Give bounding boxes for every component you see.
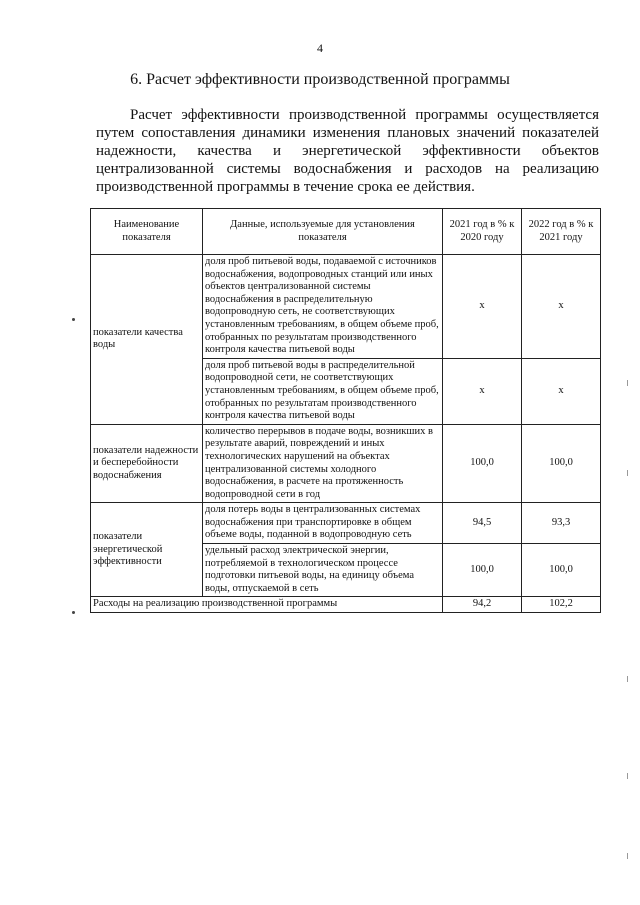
- table-row: [91, 503, 601, 544]
- intro-line: централизованной системы водоснабжения и расходов на реализацию: [96, 161, 599, 177]
- value-2021: 100,0: [443, 424, 522, 503]
- header-name: Наименование показателя: [91, 209, 203, 255]
- indicator-name: показатели энергетической эффективности: [91, 503, 203, 597]
- value-2021: x: [443, 255, 522, 359]
- indicator-desc: удельный расход электрической энергии, потребляемой в технологическом процессе подготовки питьевой воды, на единицу объема воды, отпускаемой в сеть: [203, 544, 443, 597]
- intro-line: надежности, качества и энергетической эффективности объектов: [96, 143, 599, 159]
- table-total-row: [91, 597, 601, 613]
- intro-line: производственной программы в течение срока ее действия.: [96, 179, 475, 195]
- indicator-desc: количество перерывов в подаче воды, возникших в результате аварий, повреждений и иных технологических нарушений на объектах централизованной системы холодного водоснабжения, в расчете на протяженность водопроводной сети в год: [203, 424, 443, 503]
- intro-paragraph: [96, 106, 599, 196]
- value-2022: 100,0: [522, 424, 601, 503]
- indicator-name: показатели качества воды: [91, 255, 203, 425]
- scan-mark: [627, 676, 628, 682]
- intro-line: Расчет эффективности производственной программы осуществляется: [130, 107, 599, 123]
- intro-line: путем сопоставления динамики изменения плановых значений показателей: [96, 125, 599, 141]
- value-2021: 94,5: [443, 503, 522, 544]
- total-2021: 94,2: [443, 597, 522, 613]
- table-header-row: [91, 209, 601, 255]
- efficiency-table: [90, 208, 601, 613]
- header-2022: 2022 год в % к 2021 году: [522, 209, 601, 255]
- header-data: Данные, используемые для установления показателя: [203, 209, 443, 255]
- section-title: 6. Расчет эффективности производственной программы: [130, 71, 510, 88]
- scan-mark: [627, 773, 628, 779]
- value-2021: 100,0: [443, 544, 522, 597]
- scan-mark: [627, 853, 628, 859]
- indicator-name: показатели надежности и бесперебойности водоснабжения: [91, 424, 203, 503]
- total-2022: 102,2: [522, 597, 601, 613]
- indicator-desc: доля потерь воды в централизованных системах водоснабжения при транспортировке в общем объеме воды, поданной в водопроводную сеть: [203, 503, 443, 544]
- value-2021: x: [443, 358, 522, 424]
- total-label: Расходы на реализацию производственной программы: [91, 597, 443, 613]
- scan-mark: [627, 380, 628, 386]
- value-2022: x: [522, 358, 601, 424]
- scan-speck: [72, 318, 75, 321]
- page-number: 4: [317, 41, 323, 55]
- value-2022: 93,3: [522, 503, 601, 544]
- scan-mark: [627, 470, 628, 476]
- indicator-desc: доля проб питьевой воды в распределительной водопроводной сети, не соответствующих установленным требованиям, в общем объеме проб, отобранных по результатам производственного контроля качества питьевой воды: [203, 358, 443, 424]
- header-2021: 2021 год в % к 2020 году: [443, 209, 522, 255]
- table-row: [91, 255, 601, 359]
- indicator-desc: доля проб питьевой воды, подаваемой с источников водоснабжения, водопроводных станций или иных объектов централизованной системы водоснабжения в распределительную водопроводную сеть, не соответствующих установленным требованиям, в общем объеме проб, отобранных по результатам производственного контроля качества питьевой воды: [203, 255, 443, 359]
- table-row: [91, 424, 601, 503]
- value-2022: 100,0: [522, 544, 601, 597]
- value-2022: x: [522, 255, 601, 359]
- scan-speck: [72, 611, 75, 614]
